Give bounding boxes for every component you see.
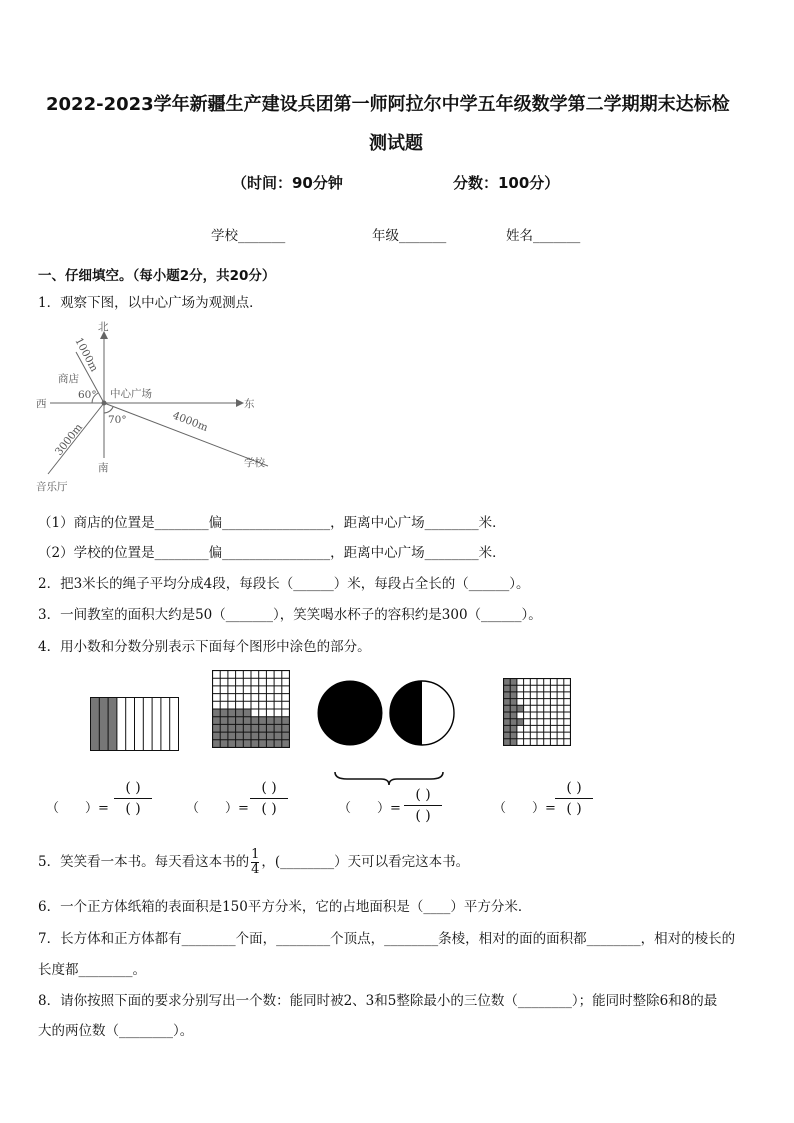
q5-text: [38, 848, 469, 877]
fraction-blank-4[interactable]: ( ) ( ): [555, 780, 593, 817]
angle-60-label: 60°: [78, 389, 97, 401]
q1-stem: 1．观察下图，以中心广场为观测点．: [38, 295, 263, 311]
grade-field[interactable]: 年级_______: [372, 228, 447, 244]
answer-paren-3[interactable]: （ ）=: [338, 801, 401, 816]
school-label: 学校: [244, 457, 265, 469]
distance-1000-label: 1000m: [72, 335, 101, 374]
q1-sub2: （2）学校的位置是________偏________________，距离中心广场________米．: [38, 545, 506, 561]
school-field[interactable]: 学校_______: [211, 228, 286, 244]
exam-title-line2: 测试题: [369, 133, 423, 154]
name-field[interactable]: 姓名_______: [506, 228, 581, 244]
east-label: 东: [244, 398, 255, 410]
answer-paren-1[interactable]: （ ）=: [46, 801, 109, 816]
compass-diagram: [30, 318, 290, 496]
shop-label: 商店: [58, 373, 79, 385]
q7-text-line2: 长度都________。: [38, 962, 146, 978]
q5-fraction: $\frac{1}{4}$: [251, 847, 260, 877]
exam-time: （时间：90分钟: [232, 174, 343, 192]
q2-text: 2．把3米长的绳子平均分成4段，每段长（______）米，每段占全长的（______）。: [38, 576, 530, 592]
q8-text-line1: 8．请你按照下面的要求分别写出一个数：能同时被2、3和5整除最小的三位数（________）；能同时整除6和8的最: [38, 993, 718, 1009]
figure-4-grid: [503, 678, 571, 746]
section-heading: 一、仔细填空。（每小题2分，共20分）: [38, 268, 276, 284]
fraction-blank-3[interactable]: ( ) ( ): [404, 787, 442, 824]
q6-text: 6．一个正方体纸箱的表面积是150平方分米，它的占地面积是（____）平方分米．: [38, 899, 532, 915]
q1-sub1: （1）商店的位置是________偏________________，距离中心广场________米．: [38, 515, 506, 531]
hall-label: 音乐厅: [36, 481, 68, 493]
q8-text-line2: 大的两位数（________）。: [38, 1023, 194, 1039]
answer-paren-2[interactable]: （ ）=: [186, 801, 249, 816]
center-label: 中心广场: [110, 388, 152, 400]
q5-post: ，(________）天可以看完这本书。: [261, 854, 470, 870]
distance-4000-label: 4000m: [170, 409, 210, 434]
q5-pre: 5．笑笑看一本书。每天看这本书的: [38, 854, 250, 870]
q7-text-line1: 7．长方体和正方体都有________个面，________个顶点，________条棱，相对的面的面积都________，相对的棱长的: [38, 931, 736, 947]
figure-3-circles: [316, 680, 456, 746]
figure-2-grid: [212, 670, 290, 748]
figure-1-strips: [90, 697, 180, 751]
q4-stem: 4．用小数和分数分别表示下面每个图形中涂色的部分。: [38, 639, 371, 655]
answer-paren-4[interactable]: （ ）=: [493, 801, 556, 816]
fraction-blank-1[interactable]: ( ) ( ): [114, 780, 152, 817]
brace-mark: [333, 770, 445, 786]
fraction-blank-2[interactable]: ( ) ( ): [250, 780, 288, 817]
exam-title-line1: 2022-2023学年新疆生产建设兵团第一师阿拉尔中学五年级数学第二学期期末达标检: [46, 94, 730, 115]
west-label: 西: [36, 398, 47, 410]
south-label: 南: [98, 462, 109, 474]
distance-3000-label: 3000m: [52, 421, 85, 458]
north-label: 北: [98, 321, 109, 333]
q3-text: 3．一间教室的面积大约是50（_______），笑笑喝水杯子的容积约是300（______）。: [38, 607, 542, 623]
angle-70-label: 70°: [108, 414, 127, 426]
exam-score: 分数：100分）: [453, 174, 560, 192]
